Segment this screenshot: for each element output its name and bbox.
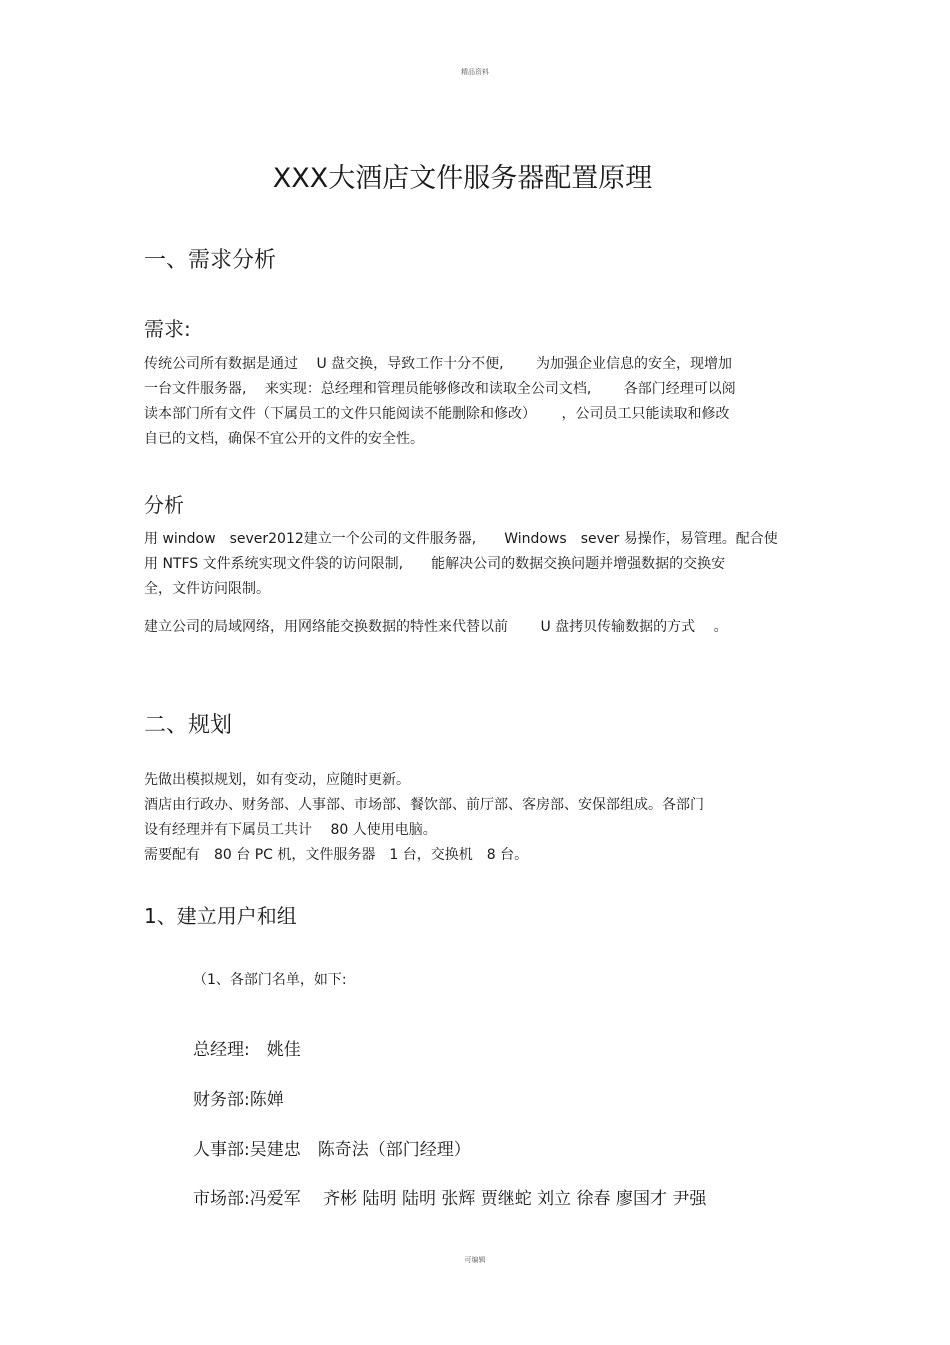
department-label: 人事部: [193, 1140, 250, 1160]
department-label: 市场部: [193, 1189, 250, 1209]
paragraph-line: 全，文件访问限制。 [144, 581, 270, 597]
department-members: 冯爱军 齐彬 陆明 陆明 张辉 贾继蛇 刘立 徐春 廖国才 尹强 [249, 1189, 707, 1209]
department-row [193, 1035, 301, 1060]
paragraph-line: 先做出模拟规划，如有变动，应随时更新。 [144, 772, 410, 788]
section-heading-planning: 二、规划 [144, 713, 233, 738]
department-row [193, 1184, 706, 1209]
department-row [193, 1085, 284, 1110]
department-label: 总经理: [193, 1040, 250, 1060]
paragraph-line: 酒店由行政办、财务部、人事部、市场部、餐饮部、前厅部、客房部、安保部组成。各部门 [144, 797, 704, 813]
subheading-analysis: 分析 [144, 493, 184, 517]
paragraph-line: 一台文件服务器, 来实现：总经理和管理员能够修改和读取全公司文档, 各部门经理可以阅 [144, 381, 736, 397]
department-row [193, 1135, 471, 1160]
page-header: 精品资料 [461, 68, 489, 76]
department-members: 陈婵 [249, 1090, 284, 1110]
paragraph-line: 设有经理并有下属员工共计 80 人使用电脑。 [144, 822, 437, 838]
document-title: XXX大酒店文件服务器配置原理 [272, 163, 653, 194]
paragraph-line: 需要配有 80 台 PC 机，文件服务器 1 台，交换机 8 台。 [144, 847, 529, 863]
paragraph-line: 用 window sever2012建立一个公司的文件服务器, Windows sever 易操作，易管理。配合使 [144, 531, 778, 547]
paragraph-line: 建立公司的局域网络，用网络能交换数据的特性来代替以前 U 盘拷贝传输数据的方式 。 [144, 619, 728, 635]
subheading-need: 需求: [144, 317, 191, 341]
paragraph-line: 传统公司所有数据是通过 U 盘交换，导致工作十分不便, 为加强企业信息的安全，现增加 [144, 356, 733, 372]
paragraph-line: 用 NTFS 文件系统实现文件袋的访问限制, 能解决公司的数据交换问题并增强数据的交换安 [144, 556, 726, 572]
paragraph-line: 读本部门所有文件（下属员工的文件只能阅读不能删除和修改） ，公司员工只能读取和修改 [144, 406, 730, 422]
department-label: 财务部: [193, 1090, 250, 1110]
page-footer: 可编辑 [464, 1256, 486, 1264]
subheading-users-groups: 1、建立用户和组 [144, 904, 297, 928]
section-heading-requirements: 一、需求分析 [144, 248, 277, 273]
paragraph-line: 自已的文档，确保不宜公开的文件的安全性。 [144, 431, 424, 447]
department-members: 吴建忠 陈奇法（部门经理） [249, 1140, 471, 1160]
department-list-intro: （1、各部门名单，如下: [193, 972, 347, 988]
department-members: 姚佳 [249, 1040, 301, 1060]
